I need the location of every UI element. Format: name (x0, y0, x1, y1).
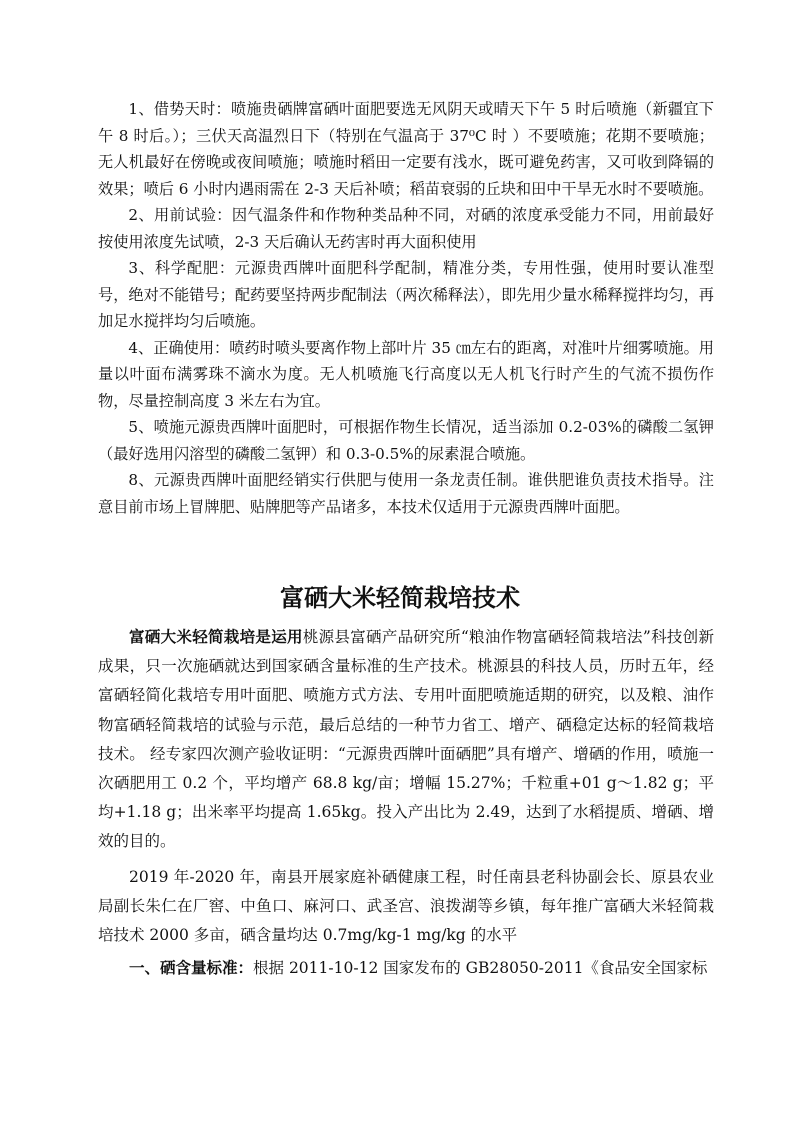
intro-lead-text: 富硒大米轻简栽培是运用 (129, 628, 303, 646)
paragraph-standard (98, 954, 714, 983)
paragraph-intro (98, 623, 714, 857)
paragraph-application: 4、正确使用：喷药时喷头要离作物上部叶片 35 ㎝左右的距离，对准叶片细雾喷施。用量以叶面布满雾珠不滴水为度。无人机喷施飞行高度以无人机飞行时产生的气流不损伤作物，尽量控制高度 3 米左右为宜。 (98, 338, 714, 410)
paragraph-pretest: 2、用前试验：因气温条件和作物种类品种不同，对硒的浓度承受能力不同，用前最好按使用浓度先试喷，2-3 天后确认无药害时再大面积使用 (98, 206, 714, 251)
usage-notes-section (98, 96, 714, 520)
paragraph-mixing: 3、科学配肥：元源贵西牌叶面肥科学配制，精准分类，专用性强，使用时要认准型号，绝对不能错号；配药要坚持两步配制法（两次稀释法），即先用少量水稀释搅拌均匀，再加足水搅拌均匀后喷施。 (98, 259, 714, 330)
standard-body-text: 根据 2011-10-12 国家发布的 GB28050-2011《食品安全国家标 (253, 959, 708, 978)
paragraph-promotion: 2019 年-2020 年，南县开展家庭补硒健康工程，时任南县老科协副会长、原县农业局副长朱仁在厂窖、中鱼口、麻河口、武圣宫、浪拨湖等乡镇，每年推广富硒大米轻简栽培技术 2000 多亩，硒含量均达 0.7mg/kg-1 mg/kg 的水平 (98, 867, 714, 945)
section-title: 富硒大米轻简栽培技术 (280, 584, 520, 612)
intro-body-text: 桃源县富硒产品研究所“粮油作物富硒轻简栽培法”科技创新成果，只一次施硒就达到国家硒含量标准的生产技术。桃源县的科技人员，历时五年，经富硒轻简化栽培专用叶面肥、喷施方式方法、专用叶面肥喷施适期的研究，以及粮、油作物富硒轻简栽培的试验与示范，最后总结的一种节力省工、增产、硒稳定达标的轻简栽培技术。 经专家四次测产验收证明：“元源贵西牌叶面硒肥”具有增产、增硒的作用，喷施一次硒肥用工 0.2 个，平均增产 68.8 kg/亩；增幅 15.27%；千粒重+01 g～1.82 g；平均+1.18 g；出米率平均提高 1.65kg。投入产出比为 2.49，达到了水稻提质、增硒、增效的目的。 (98, 628, 714, 851)
cultivation-section (98, 623, 714, 983)
paragraph-timing: 1、借势天时：喷施贵硒牌富硒叶面肥要选无风阴天或晴天下午 5 时后喷施（新疆宜下午 8 时后。）；三伏天高温烈日下（特别在气温高于 37⁰C 时 ）不要喷施；花期不要喷施；无人机最好在傍晚或夜间喷施；喷施时稻田一定要有浅水，既可避免药害，又可收到降镉的效果；喷后 6 小时内遇雨需在 2-3 天后补喷；稻苗衰弱的丘块和田中干旱无水时不要喷施。 (98, 100, 714, 198)
paragraph-responsibility: 8、元源贵西牌叶面肥经销实行供肥与使用一条龙责任制。谁供肥谁负责技术指导。注意目前市场上冒牌肥、贴牌肥等产品诸多，本技术仅适用于元源贵西牌叶面肥。 (98, 471, 714, 516)
paragraph-additives: 5、喷施元源贵西牌叶面肥时，可根据作物生长情况，适当添加 0.2-03%的磷酸二氢钾（最好选用闪溶型的磷酸二氢钾）和 0.3-0.5%的尿素混合喷施。 (98, 418, 714, 463)
standard-heading: 一、硒含量标准： (129, 959, 254, 978)
